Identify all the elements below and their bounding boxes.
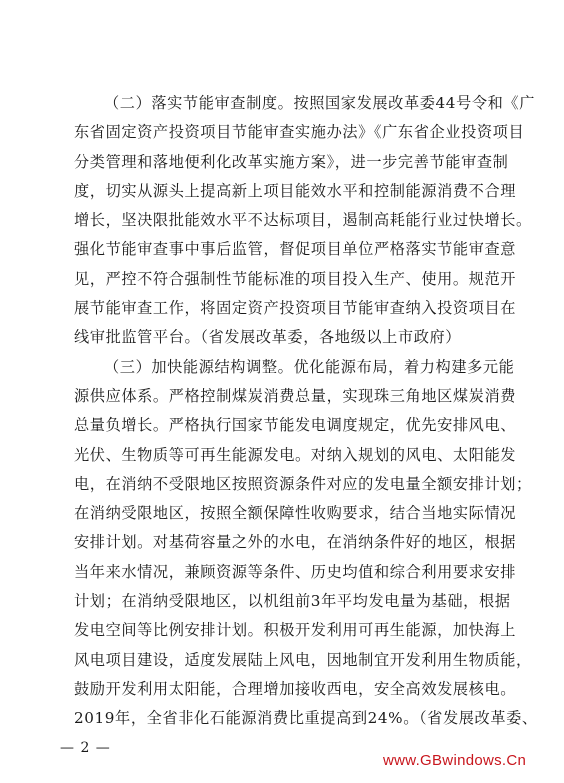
text-line: 源供应体系。严格控制煤炭消费总量，实现珠三角地区煤炭消费 bbox=[74, 386, 517, 405]
text-line: 度，切实从源头上提高新上项目能效水平和控制能源消费不合理 bbox=[74, 181, 517, 200]
text-line: 东省固定资产投资项目节能审查实施办法》《广东省企业投资项目 bbox=[74, 123, 525, 142]
text-line: 2019年，全省非化石能源消费比重提高到24%。（省发展改革委、 bbox=[74, 709, 538, 728]
text-line: 总量负增长。严格执行国家节能发电调度规定，优先安排风电、 bbox=[74, 416, 517, 435]
text-line: 展节能审查工作，将固定资产投资项目节能审查纳入投资项目在 bbox=[74, 299, 517, 318]
text-line: 计划；在消纳受限地区，以机组前3年平均发电量为基础，根据 bbox=[74, 592, 511, 611]
page-number: — 2 — bbox=[60, 740, 111, 756]
text-line: 增长，坚决限批能效水平不达标项目，遏制高耗能行业过快增长。 bbox=[74, 211, 532, 230]
text-line: 线审批监管平台。（省发展改革委，各地级以上市政府） bbox=[74, 328, 462, 347]
text-line: 发电空间等比例安排计划。积极开发利用可再生能源，加快海上 bbox=[74, 621, 517, 640]
text-line: 电，在消纳不受限地区按照资源条件对应的发电量全额安排计划； bbox=[74, 474, 532, 493]
text-line: 光伏、生物质等可再生能源发电。对纳入规划的风电、太阳能发 bbox=[74, 445, 517, 464]
text-line: 强化节能审查事中事后监管，督促项目单位严格落实节能审查意 bbox=[74, 240, 517, 259]
text-line: 分类管理和落地便利化改革实施方案》，进一步完善节能审查制 bbox=[74, 152, 509, 171]
text-line: 风电项目建设，适度发展陆上风电，因地制宜开发利用生物质能， bbox=[74, 650, 532, 669]
text-line: 鼓励开发利用太阳能，合理增加接收西电，安全高效发展核电。 bbox=[74, 679, 517, 698]
text-line: （三）加快能源结构调整。优化能源布局，着力构建多元能 bbox=[104, 357, 515, 376]
document-body bbox=[74, 89, 538, 734]
text-line: （二）落实节能审查制度。按照国家发展改革委44号令和《广 bbox=[104, 94, 536, 112]
watermark: www.GBwindows.Cn bbox=[383, 752, 527, 769]
text-line: 安排计划。对基荷容量之外的水电，在消纳条件好的地区，根据 bbox=[74, 533, 517, 552]
text-line: 见，严控不符合强制性节能标准的项目投入生产、使用。规范开 bbox=[74, 269, 517, 288]
text-line: 当年来水情况，兼顾资源等条件、历史均值和综合利用要求安排 bbox=[74, 562, 517, 581]
text-line: 在消纳受限地区，按照全额保障性收购要求，结合当地实际情况 bbox=[74, 504, 517, 523]
